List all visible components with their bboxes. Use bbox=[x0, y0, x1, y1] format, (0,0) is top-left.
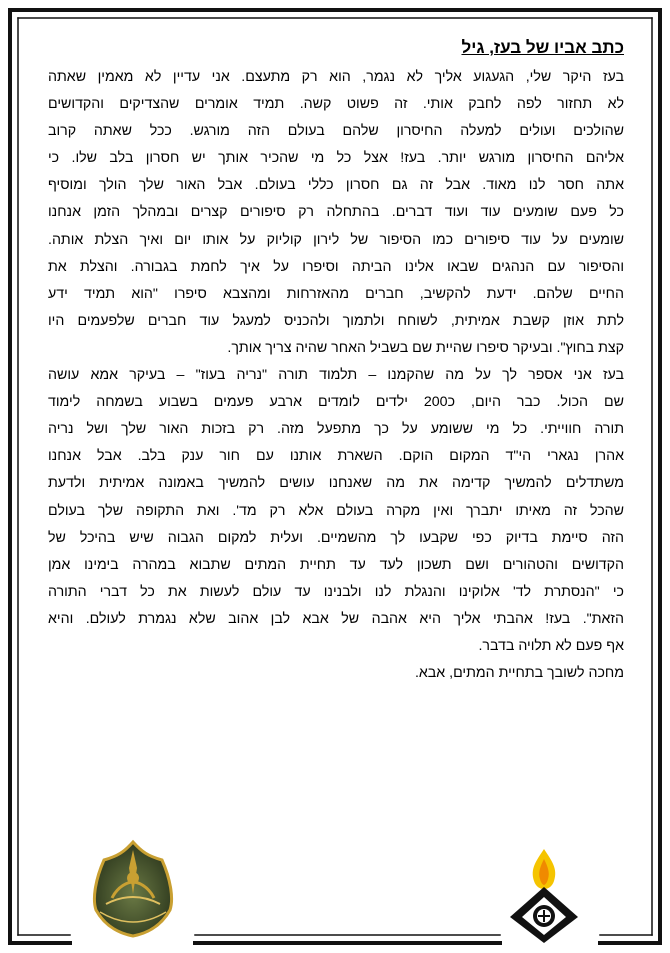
text-line: שהולכים ועולים למעלה החיסרון שלהם בעולם הזה מורגש. ככל שאתה קרוב bbox=[48, 123, 624, 140]
text-line: אליהם החיסרון מורגש יותר. בעז! אצל כל מי שהכיר אותך יש חסרון בלב שלו. כי bbox=[48, 150, 624, 167]
text-line: החיים שלהם. ידעת להקשיב, חברים מהאזרחות ומהצבא סיפרו "הוא תמיד ידע bbox=[48, 285, 624, 302]
text-line: קצת בחוץ". ובעיקר סיפרו שהיית שם בשביל האחר שהיה צריך אותך. bbox=[227, 339, 624, 356]
text-line: שם הכול. כבר היום, כ200 ילדים לומדים ארבע פעמים בשבוע בשמחה לימוד bbox=[48, 394, 624, 411]
idf-unit-insignia-icon bbox=[82, 838, 184, 938]
text-line: בעז אני אספר לך על מה שהקמנו – תלמוד תורה "נריה בעוז" – בעיקר אמא עושה bbox=[48, 367, 624, 384]
text-line: בעז היקר שלי, הגעגוע אליך לא נגמר, הוא רק מתעצם. אני עדיין לא מאמין שאתה bbox=[48, 69, 624, 85]
text-line: אף פעם לא תלויה בדבר. bbox=[478, 637, 624, 654]
text-line: תורה חווייתי. כל מי ששומע על כך מתפעל מזה. רק בזכות האור שלך ושל נריה bbox=[48, 421, 624, 438]
letter-paragraph bbox=[48, 362, 624, 660]
letter-paragraph bbox=[48, 64, 624, 362]
text-line: הזה סיימת בדיוק כפי שקבעו לך מהשמיים. ועלית למקום הגבוה שיש בהיכל של bbox=[48, 529, 624, 546]
letter-paragraph bbox=[48, 660, 624, 687]
text-line: כל פעם שומעים עוד ועוד דברים. בהתחלה רק סיפורים קצרים ובמהלך הזמן אנחנו bbox=[48, 204, 624, 221]
text-line: מחכה לשובך בתחיית המתים, אבא. bbox=[414, 665, 624, 682]
letter-page bbox=[18, 12, 652, 942]
text-line: לא תחזור לפה לחבק אותי. זה פשוט קשה. תמיד אומרים שהצדיקים והקדושים bbox=[48, 96, 624, 113]
text-line: שהכל זה מאיתו יתברך ואין מקרה בעולם אלא רק מד'. ואת התקופה שלך בעולם bbox=[48, 502, 624, 519]
text-line: הקדושים והטהורים ושם תשכון לעד עד תחיית המתים שתבוא במהרה בימינו אמן bbox=[48, 556, 624, 573]
text-line: אהרן נגארי הי"ד המקום הוקם. השארת אותנו עם חור ענק בלב. אבל אנחנו bbox=[48, 448, 624, 465]
text-line: כי "הנסתרת לד' אלוקינו והנגלת לנו ולבנינו עד עולם לעשות את כל דברי התורה bbox=[48, 583, 624, 600]
text-line: והסיפור עם הנהגים שבאו אלינו הביתה וסיפרו על איך לחמת בגבורה. והצלת את bbox=[48, 258, 624, 275]
text-line: לתת אוזן קשבת אמיתית, לשוחח ולתמוך ולהכניס למעגל עוד חברים שלפעמים היו bbox=[48, 312, 624, 329]
text-line: שומעים על עוד סיפורים כמו הסיפור של לירון קוליוק על אותו יום ואיך הצלת אותה. bbox=[48, 231, 624, 248]
text-line: משתדלים להמשיך קדימה את מה שאנחנו עושים להמשיך באמונה אמיתית ולדעת bbox=[48, 475, 624, 492]
memorial-flame-emblem-icon bbox=[504, 845, 584, 945]
text-line: אתה חסר לנו מאוד. אבל זה גם חסרון כללי בעולם. אבל האור שלך הולך ומוסיף bbox=[48, 177, 624, 194]
letter-title: כתב אביו של בעז, גיל bbox=[461, 38, 624, 57]
letter-content bbox=[48, 36, 624, 687]
text-line: הזאת". בעז! אהבתי אליך היא אהבה של אבא לבן אהוב שלא נגמרת לעולם. והיא bbox=[48, 610, 624, 627]
